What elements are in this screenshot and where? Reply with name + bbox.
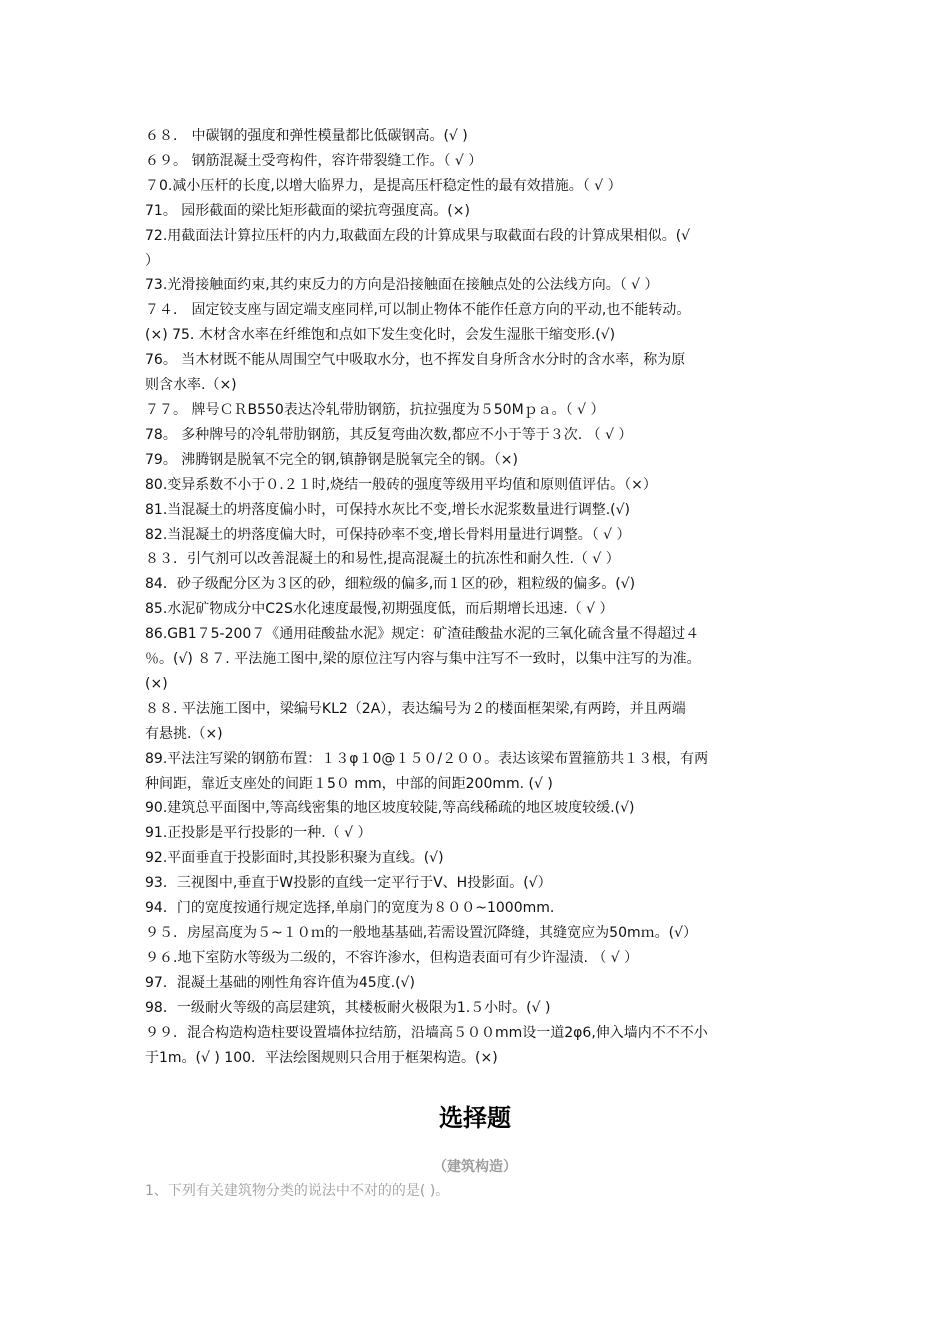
text-line: ９６.地下室防水等级为二级的，不容许渗水，但构造表面可有少许湿渍. （ √ ）	[145, 949, 639, 966]
text-line: 93．三视图中,垂直于W投影的直线一定平行于V、H投影面。(√）	[145, 875, 552, 892]
section-title: 选择题	[439, 1103, 511, 1132]
text-line: 82.当混凝土的坍落度偏大时，可保持砂率不变,增长骨料用量进行调整。（ √ ）	[145, 526, 631, 543]
text-line: ７0.减小压杆的长度,以增大临界力，是提高压杆稳定性的最有效措施。（ √ ）	[145, 177, 622, 194]
text-line: 97．混凝土基础的刚性角容许值为45度.(√)	[145, 974, 415, 991]
text-line: 94．门的宽度按通行规定选择,单扇门的宽度为８００~1000mm.	[145, 900, 555, 917]
text-line: 79。 沸腾钢是脱氧不完全的钢,镇静钢是脱氧完全的钢。（×)	[145, 451, 518, 468]
text-line: 72.用截面法计算拉压杆的内力,取截面左段的计算成果与取截面右段的计算成果相似。(√	[145, 227, 691, 244]
text-line: 90.建筑总平面图中,等高线密集的地区坡度较陡,等高线稀疏的地区坡度较缓.(√)	[145, 800, 635, 817]
text-line: 91.正投影是平行投影的一种.（ √ ）	[145, 825, 372, 842]
subsection-title: （建筑构造）	[433, 1159, 517, 1175]
text-line: ％。(√) ８７. 平法施工图中,梁的原位注写内容与集中注写不一致时，以集中注写的为准。	[145, 651, 701, 668]
text-line: 有悬挑.（×)	[145, 725, 223, 742]
text-line: 71。 园形截面的梁比矩形截面的梁抗弯强度高。(×)	[145, 202, 470, 219]
text-line: ）	[145, 252, 159, 269]
text-line: 89.平法注写梁的钢筋布置：１３φ１0@１５０/２００。表达该梁布置箍筋共１３根，有两	[145, 750, 709, 767]
true-false-answers	[145, 124, 809, 1070]
text-line: 98．一级耐火等级的高层建筑，其楼板耐火极限为1.５小时。(√ )	[145, 999, 551, 1016]
text-line: 86.GB1７5-200７《通用硅酸盐水泥》规定：矿渣硅酸盐水泥的三氧化硫含量不得超过４	[145, 626, 700, 643]
text-line: 85.水泥矿物成分中C2S水化速度最慢,初期强度低，而后期增长迅速.（ √ ）	[145, 601, 614, 618]
text-line: 81.当混凝土的坍落度偏小时，可保持水灰比不变,增长水泥浆数量进行调整.(√)	[145, 501, 631, 518]
text-line: 84．砂子级配分区为３区的砂，细粒级的偏多,而１区的砂，粗粒级的偏多。(√)	[145, 576, 636, 593]
text-line: 92.平面垂直于投影面时,其投影积聚为直线。(√)	[145, 850, 444, 867]
text-line: ６８． 中碳钢的强度和弹性模量都比低碳钢高。(√ )	[145, 128, 468, 144]
question-1: 1、下列有关建筑物分类的说法中不对的的是( )。	[145, 1183, 450, 1199]
text-line: 73.光滑接触面约束,其约束反力的方向是沿接触面在接触点处的公法线方向。（ √ ）	[145, 277, 659, 294]
text-line: ８８. 平法施工图中，梁编号KL2（2A），表达编号为２的楼面框架梁,有两跨，并且两端	[145, 700, 686, 717]
text-line: ７７。 牌号ＣＲB550表达冷轧带肋钢筋，抗拉强度为５50Mｐａ。（ √ ）	[145, 401, 605, 418]
text-line: ９９．混合构造构造柱要设置墙体拉结筋，沿墙高５００mm设一道2φ6,伸入墙内不不不小	[145, 1024, 708, 1041]
text-line: ８３．引气剂可以改善混凝土的和易性,提高混凝土的抗冻性和耐久性.（ √ ）	[145, 551, 620, 568]
text-line: 76。 当木材既不能从周围空气中吸取水分，也不挥发自身所含水分时的含水率，称为原	[145, 352, 686, 369]
text-line: ６９。 钢筋混凝土受弯构件，容许带裂缝工作。（ √ ）	[145, 152, 483, 169]
text-line: ７４． 固定铰支座与固定端支座同样,可以制止物体不能作任意方向的平动,也不能转动。	[145, 302, 691, 319]
text-line: 则含水率.（×)	[145, 377, 237, 394]
text-line: 78。 多种牌号的冷轧带肋钢筋，其反复弯曲次数,都应不小于等于３次. （ √ ）	[145, 426, 633, 443]
text-line: ９５．房屋高度为５~１０ｍ的一般地基基础,若需设置沉降缝，其缝宽应为50mｍ。(√）	[145, 925, 698, 941]
text-line: 80.变异系数不小于０.２１时,烧结一般砖的强度等级用平均值和原则值评估。（×）	[145, 476, 657, 493]
text-line: (×)	[145, 675, 168, 692]
text-line: 种间距，靠近支座处的间距１5０ mm，中部的间距200mm. (√ )	[145, 775, 553, 792]
text-line: (×) 75. 木材含水率在纤维饱和点如下发生变化时，会发生湿胀干缩变形.(√)	[145, 327, 616, 344]
text-line: 于1m。(√ ) 100．平法绘图规则只合用于框架构造。(×)	[145, 1049, 498, 1066]
